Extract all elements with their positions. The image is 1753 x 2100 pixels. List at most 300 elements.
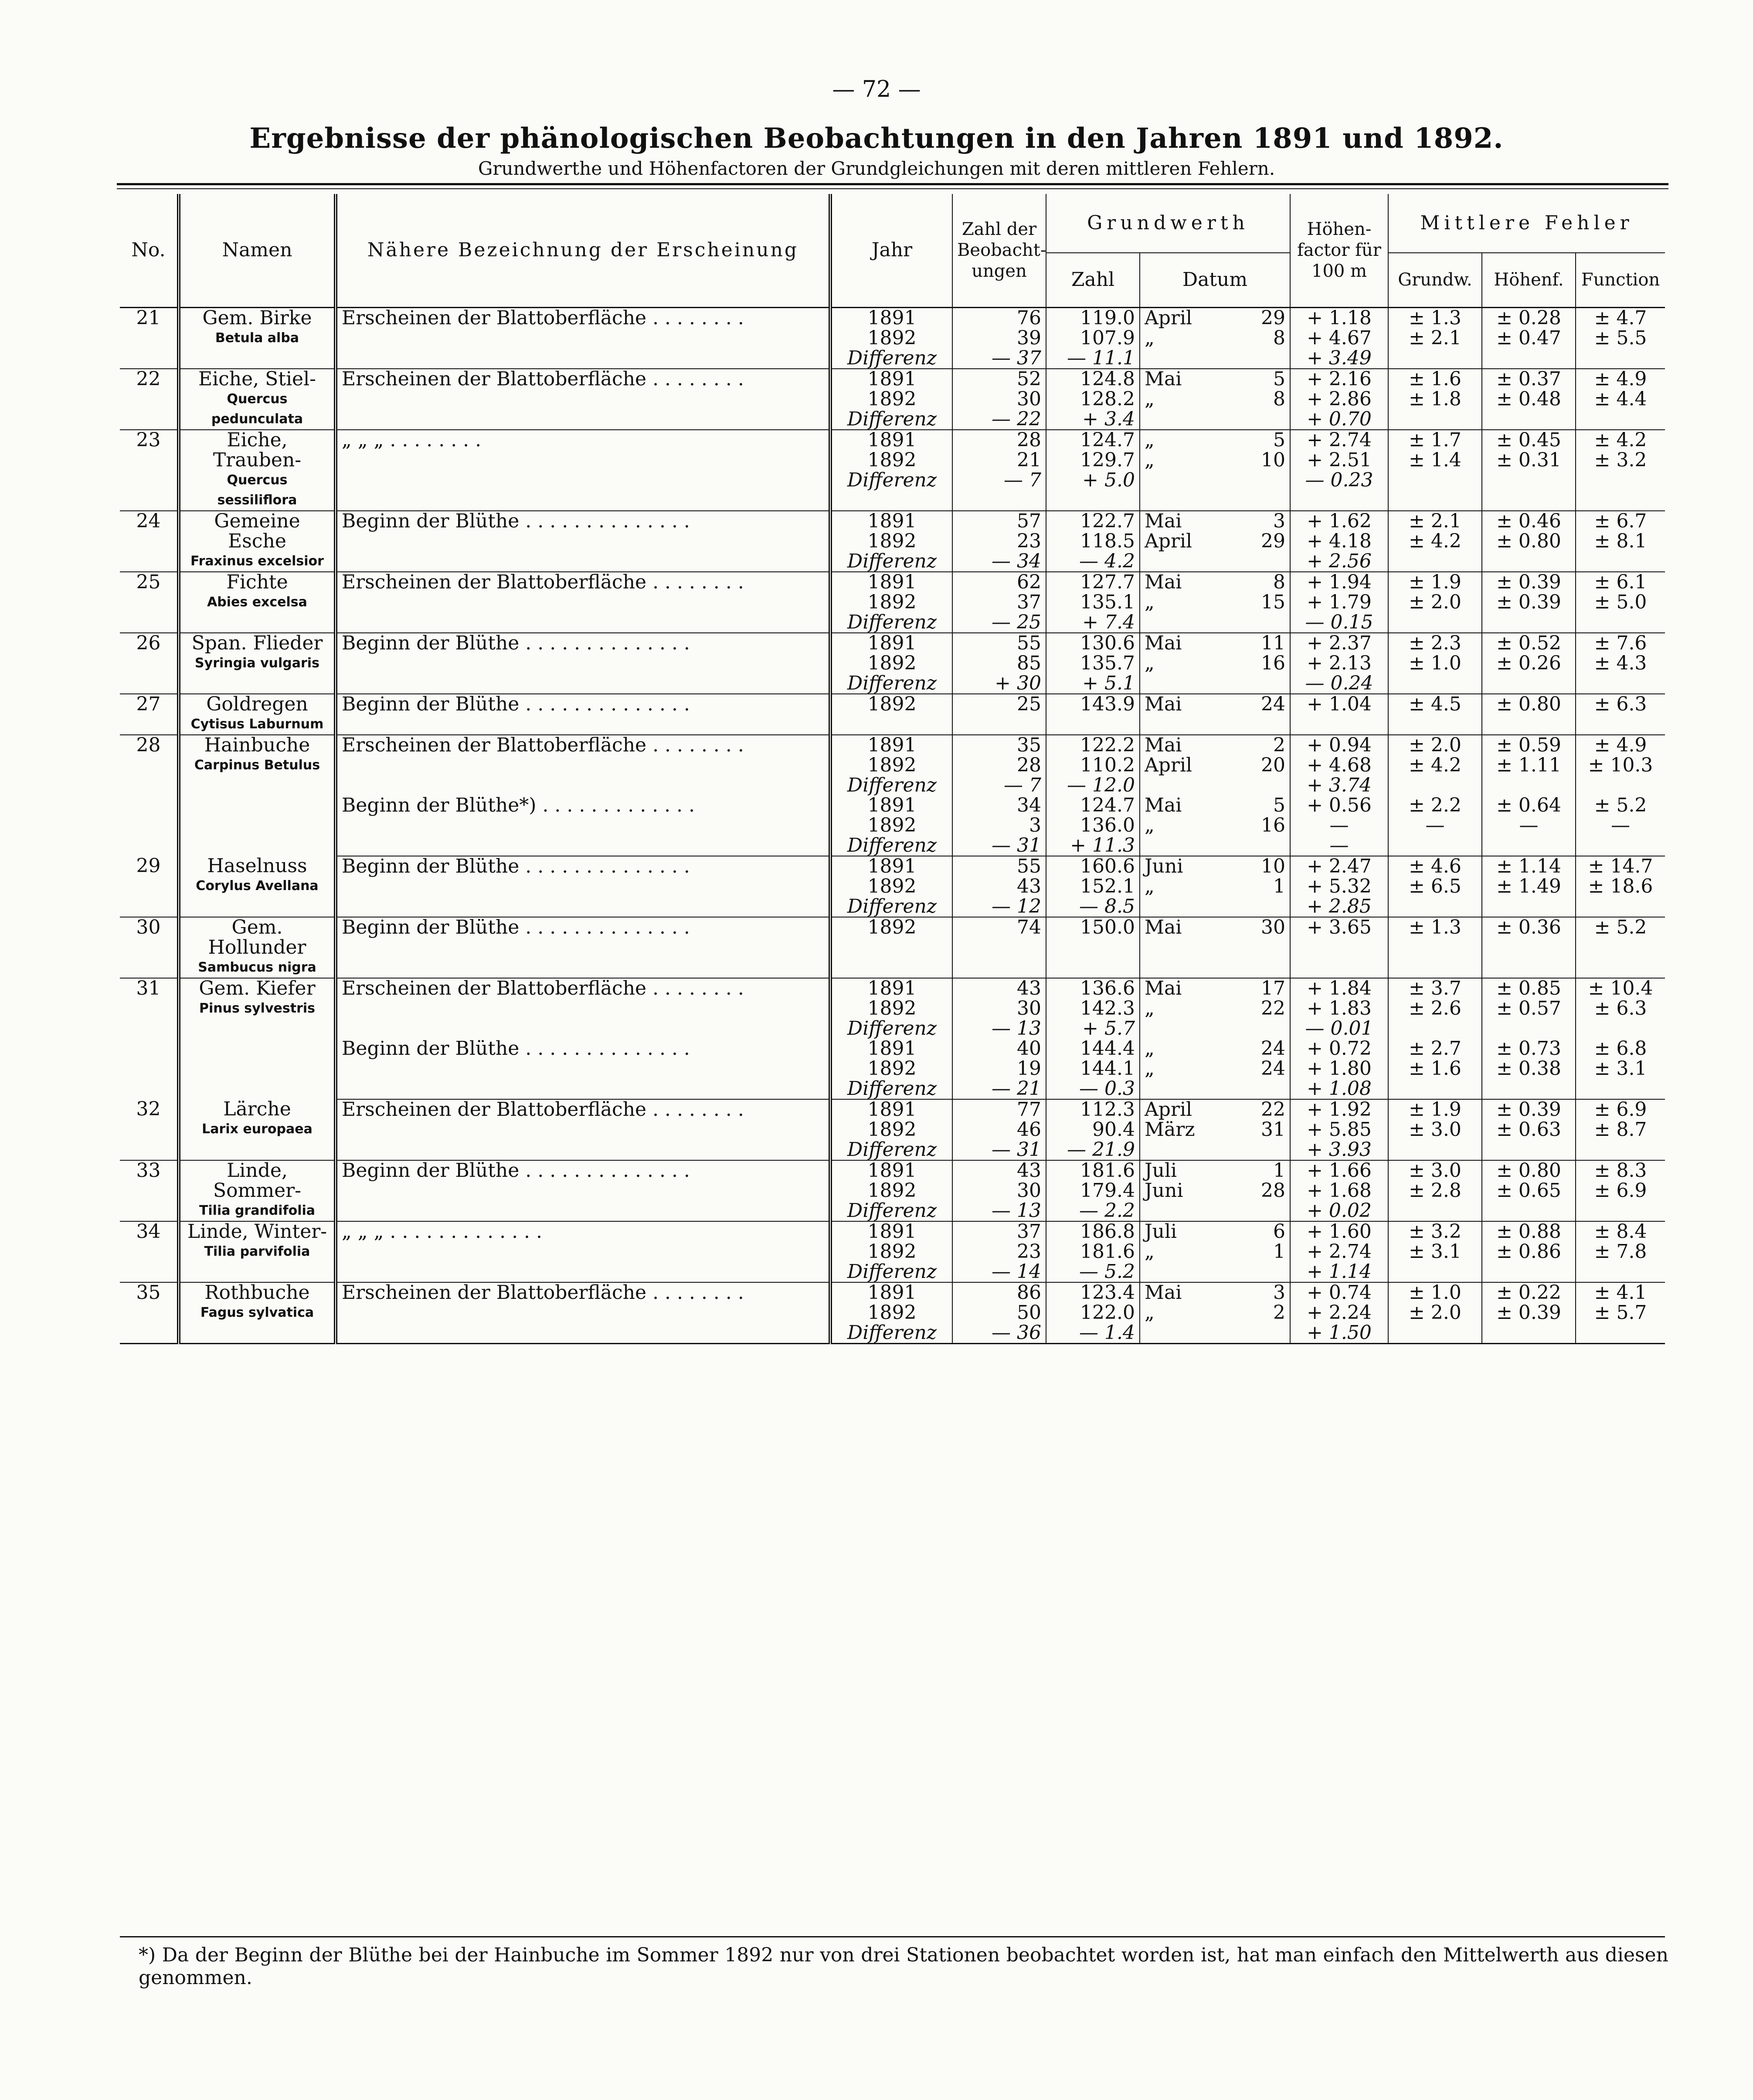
error-hoehenf: ± 0.39 <box>1496 591 1561 613</box>
species-common-name: Eiche, Stiel- <box>198 367 316 390</box>
error-function: ± 14.7 <box>1588 855 1653 877</box>
entry-number: 34 <box>120 1221 179 1282</box>
date-day: 2 <box>1273 1301 1285 1324</box>
date-line <box>1145 1100 1285 1120</box>
table-row <box>120 1282 1665 1344</box>
error-grundw: ± 1.9 <box>1409 571 1461 593</box>
date-cell <box>1140 978 1290 1039</box>
height-factor: + 1.04 <box>1307 693 1372 715</box>
height-factor: + 2.24 <box>1307 1301 1372 1324</box>
date-day: 31 <box>1261 1118 1285 1141</box>
error-hoehenf: ± 0.65 <box>1496 1179 1561 1202</box>
date-line <box>1145 694 1285 714</box>
error-function: ± 6.7 <box>1594 510 1647 532</box>
observation-count: 23 <box>1017 1240 1041 1263</box>
error-hoehenf: ± 0.52 <box>1496 632 1561 654</box>
error-grundw-cell <box>1388 795 1482 856</box>
height-factor: + 2.56 <box>1307 550 1372 572</box>
species-name <box>179 430 336 511</box>
base-value-cell <box>1046 1160 1140 1221</box>
base-value: 122.0 <box>1080 1301 1135 1324</box>
error-function-cell <box>1576 1221 1665 1282</box>
height-factor: + 1.94 <box>1307 571 1372 593</box>
entry-number: 22 <box>120 369 179 430</box>
error-hoehenf: ± 1.11 <box>1496 754 1561 776</box>
species-name <box>179 856 336 917</box>
date-line <box>1145 633 1285 653</box>
base-value: — 0.3 <box>1079 1077 1135 1100</box>
species-common-name: Gemeine Esche <box>214 510 300 552</box>
observation-count: 52 <box>1017 367 1041 390</box>
height-factor: + 2.85 <box>1307 895 1372 917</box>
error-hoehenf: ± 0.22 <box>1496 1281 1561 1304</box>
base-value-cell <box>1046 694 1140 735</box>
year-value: 1892 <box>867 449 917 471</box>
table-row <box>120 1099 1665 1160</box>
year-value: 1891 <box>867 1037 917 1060</box>
observation-count-cell <box>952 633 1046 694</box>
year-value: 1891 <box>867 977 917 999</box>
date-day: 20 <box>1261 754 1285 776</box>
height-factor: + 1.80 <box>1307 1057 1372 1080</box>
base-value: 112.3 <box>1080 1098 1135 1121</box>
height-factor-cell <box>1290 1221 1388 1282</box>
event-description: Beginn der Blüthe . . . . . . . . . . . . . . <box>336 633 830 694</box>
date-month: Mai <box>1145 693 1182 715</box>
height-factor: + 4.18 <box>1307 530 1372 552</box>
year-value: Differenz <box>847 469 937 491</box>
error-function: ± 10.3 <box>1588 754 1653 776</box>
base-value: 123.4 <box>1080 1281 1135 1304</box>
year-cell <box>830 1160 952 1221</box>
date-month: „ <box>1145 814 1155 836</box>
observation-count: 43 <box>1017 875 1041 897</box>
error-grundw: ± 1.7 <box>1409 428 1461 451</box>
date-day: 22 <box>1261 1098 1285 1121</box>
year-cell <box>830 735 952 795</box>
height-factor: + 2.51 <box>1307 449 1372 471</box>
date-day: 5 <box>1273 794 1285 816</box>
height-factor-cell <box>1290 1282 1388 1344</box>
error-hoehenf: — <box>1519 814 1539 836</box>
base-value: 129.7 <box>1080 449 1135 471</box>
table-body <box>120 307 1665 1343</box>
date-day: 29 <box>1261 306 1285 329</box>
observation-count: 19 <box>1017 1057 1041 1080</box>
table-row <box>120 735 1665 795</box>
observation-count-cell <box>952 1039 1046 1099</box>
error-hoehenf: ± 0.37 <box>1496 367 1561 390</box>
date-line <box>1145 369 1285 389</box>
date-line <box>1145 877 1285 897</box>
base-value-cell <box>1046 1039 1140 1099</box>
year-value: 1892 <box>867 1301 917 1324</box>
date-day: 29 <box>1261 530 1285 552</box>
observation-count-cell <box>952 978 1046 1039</box>
date-line <box>1145 328 1285 348</box>
date-month: April <box>1145 306 1192 329</box>
error-grundw-cell <box>1388 307 1482 369</box>
error-hoehenf: ± 0.80 <box>1496 693 1561 715</box>
table-row <box>120 1039 1665 1099</box>
observation-count: 86 <box>1017 1281 1041 1304</box>
base-value-cell <box>1046 369 1140 430</box>
date-line <box>1145 795 1285 816</box>
date-month: Juli <box>1145 1159 1177 1182</box>
year-cell <box>830 1099 952 1160</box>
height-factor: + 1.92 <box>1307 1098 1372 1121</box>
species-common-name: Haselnuss <box>207 854 307 877</box>
height-factor-cell <box>1290 633 1388 694</box>
error-grundw-cell <box>1388 694 1482 735</box>
base-value: + 5.7 <box>1082 1017 1135 1040</box>
error-grundw: ± 3.0 <box>1409 1159 1461 1182</box>
event-description: Beginn der Blüthe . . . . . . . . . . . . . . <box>336 1160 830 1221</box>
date-month: April <box>1145 530 1192 552</box>
error-hoehenf: ± 1.14 <box>1496 855 1561 877</box>
date-month: „ <box>1145 1240 1155 1263</box>
error-grundw: ± 1.3 <box>1409 306 1461 329</box>
base-value-cell <box>1046 917 1140 978</box>
entry-number: 30 <box>120 917 179 978</box>
species-common-name: Rothbuche <box>204 1281 310 1304</box>
error-hoehenf: ± 0.80 <box>1496 530 1561 552</box>
height-factor-cell <box>1290 430 1388 511</box>
base-value: 128.2 <box>1080 387 1135 410</box>
error-hoehenf: ± 0.46 <box>1496 510 1561 532</box>
height-factor: + 1.50 <box>1307 1321 1372 1344</box>
date-day: 8 <box>1273 326 1285 349</box>
error-hoehenf-cell <box>1482 511 1576 572</box>
header-zahl-beob: Zahl der Beobacht-ungen <box>952 194 1046 307</box>
base-value: + 5.0 <box>1082 469 1135 491</box>
height-factor: + 1.62 <box>1307 510 1372 532</box>
entry-number: 33 <box>120 1160 179 1221</box>
base-value: + 3.4 <box>1082 408 1135 430</box>
error-function: ± 3.1 <box>1594 1057 1647 1080</box>
base-value: 136.6 <box>1080 977 1135 999</box>
species-common-name: Eiche, Trauben- <box>213 428 302 471</box>
error-function: ± 4.7 <box>1594 306 1647 329</box>
error-grundw-cell <box>1388 856 1482 917</box>
error-hoehenf-cell <box>1482 735 1576 795</box>
year-value: 1892 <box>867 591 917 613</box>
event-description: Erscheinen der Blattoberfläche . . . . . . . . <box>336 1099 830 1160</box>
date-line <box>1145 572 1285 592</box>
error-function-cell <box>1576 369 1665 430</box>
error-grundw: ± 4.5 <box>1409 693 1461 715</box>
height-factor: + 2.47 <box>1307 855 1372 877</box>
year-value: 1892 <box>867 916 917 938</box>
date-line <box>1145 979 1285 999</box>
observation-count: — 7 <box>1004 469 1041 491</box>
error-grundw: ± 2.1 <box>1409 326 1461 349</box>
base-value: 124.7 <box>1080 794 1135 816</box>
header-function: Function <box>1576 253 1665 307</box>
error-grundw: ± 1.0 <box>1409 652 1461 674</box>
error-hoehenf-cell <box>1482 978 1576 1039</box>
date-line <box>1145 1039 1285 1059</box>
observation-count-cell <box>952 795 1046 856</box>
height-factor: + 1.84 <box>1307 977 1372 999</box>
observation-count: — 21 <box>992 1077 1041 1100</box>
height-factor: + 5.85 <box>1307 1118 1372 1141</box>
base-value-cell <box>1046 1282 1140 1344</box>
height-factor: + 3.74 <box>1307 774 1372 796</box>
species-latin-name: Fagus sylvatica <box>200 1305 314 1320</box>
species-common-name: Gem. Hollunder <box>208 916 306 958</box>
error-function: ± 18.6 <box>1588 875 1653 897</box>
error-function-cell <box>1576 735 1665 795</box>
error-hoehenf: ± 0.39 <box>1496 1098 1561 1121</box>
table-row <box>120 572 1665 633</box>
base-value: 186.8 <box>1080 1220 1135 1243</box>
footnote: *) Da der Beginn der Blüthe bei der Hainbuche im Sommer 1892 nur von drei Stationen beobachtet worden ist, hat man einfach den Mittelwerth aus diesen genommen. <box>139 1944 1668 1989</box>
year-cell <box>830 369 952 430</box>
date-day: 28 <box>1261 1179 1285 1202</box>
date-cell <box>1140 735 1290 795</box>
observation-count: — 34 <box>992 550 1041 572</box>
error-hoehenf: ± 0.80 <box>1496 1159 1561 1182</box>
height-factor: + 1.60 <box>1307 1220 1372 1243</box>
base-value-cell <box>1046 307 1140 369</box>
date-month: April <box>1145 1098 1192 1121</box>
date-month: „ <box>1145 591 1155 613</box>
year-value: 1892 <box>867 652 917 674</box>
error-function: ± 4.2 <box>1594 428 1647 451</box>
year-value: Differenz <box>847 1138 937 1161</box>
observation-count: — 13 <box>992 1017 1041 1040</box>
base-value: 144.4 <box>1080 1037 1135 1060</box>
observation-count-cell <box>952 1099 1046 1160</box>
error-grundw: ± 3.0 <box>1409 1118 1461 1141</box>
height-factor-cell <box>1290 1099 1388 1160</box>
observation-count: 43 <box>1017 977 1041 999</box>
year-cell <box>830 1282 952 1344</box>
height-factor-cell <box>1290 1039 1388 1099</box>
date-month: „ <box>1145 1301 1155 1324</box>
observation-count: 85 <box>1017 652 1041 674</box>
species-latin-name: Quercus pedunculata <box>211 391 303 427</box>
error-function: ± 5.5 <box>1594 326 1647 349</box>
height-factor-cell <box>1290 978 1388 1039</box>
event-description: Erscheinen der Blattoberfläche . . . . . . . . <box>336 1282 830 1344</box>
year-value: 1892 <box>867 693 917 715</box>
observation-count-cell <box>952 917 1046 978</box>
error-function-cell <box>1576 1160 1665 1221</box>
base-value: 150.0 <box>1080 916 1135 938</box>
height-factor: + 1.68 <box>1307 1179 1372 1202</box>
error-hoehenf-cell <box>1482 633 1576 694</box>
date-month: Juni <box>1145 1179 1183 1202</box>
height-factor-cell <box>1290 572 1388 633</box>
year-value: 1891 <box>867 734 917 756</box>
date-month: Mai <box>1145 632 1182 654</box>
observation-count: 55 <box>1017 855 1041 877</box>
species-latin-name: Betula alba <box>215 330 299 346</box>
height-factor-cell <box>1290 795 1388 856</box>
date-line <box>1145 816 1285 836</box>
date-day: 3 <box>1273 510 1285 532</box>
year-value: Differenz <box>847 895 937 917</box>
species-name <box>179 735 336 856</box>
event-description: Erscheinen der Blattoberfläche . . . . . . . . <box>336 369 830 430</box>
date-day: 16 <box>1261 814 1285 836</box>
species-latin-name: Quercus sessiliflora <box>217 472 297 508</box>
species-name <box>179 1160 336 1221</box>
species-name <box>179 307 336 369</box>
year-value: 1892 <box>867 387 917 410</box>
date-month: März <box>1145 1118 1195 1141</box>
base-value: 135.7 <box>1080 652 1135 674</box>
error-function: ± 8.7 <box>1594 1118 1647 1141</box>
year-value: Differenz <box>847 774 937 796</box>
base-value-cell <box>1046 572 1140 633</box>
year-value: 1891 <box>867 794 917 816</box>
year-value: 1891 <box>867 1281 917 1304</box>
height-factor: + 0.72 <box>1307 1037 1372 1060</box>
species-name <box>179 572 336 633</box>
error-hoehenf-cell <box>1482 795 1576 856</box>
error-hoehenf-cell <box>1482 307 1576 369</box>
base-value: + 7.4 <box>1082 611 1135 633</box>
date-day: 5 <box>1273 367 1285 390</box>
date-line <box>1145 735 1285 755</box>
date-cell <box>1140 1282 1290 1344</box>
base-value: 127.7 <box>1080 571 1135 593</box>
error-function: ± 10.4 <box>1588 977 1653 999</box>
error-grundw: ± 1.0 <box>1409 1281 1461 1304</box>
base-value-cell <box>1046 856 1140 917</box>
date-line <box>1145 1120 1285 1140</box>
observation-count: 28 <box>1017 754 1041 776</box>
header-bezeichnung: Nähere Bezeichnung der Erscheinung <box>336 194 830 307</box>
year-value: 1892 <box>867 875 917 897</box>
height-factor: + 1.18 <box>1307 306 1372 329</box>
observation-count: 30 <box>1017 387 1041 410</box>
event-description: Beginn der Blüthe*) . . . . . . . . . . . . . <box>336 795 830 856</box>
observation-count: — 31 <box>992 1138 1041 1161</box>
base-value: 124.8 <box>1080 367 1135 390</box>
entry-number: 25 <box>120 572 179 633</box>
year-value: 1891 <box>867 1220 917 1243</box>
height-factor: — 0.23 <box>1305 469 1373 491</box>
date-day: 1 <box>1273 1159 1285 1182</box>
error-hoehenf: ± 0.59 <box>1496 734 1561 756</box>
date-cell <box>1140 1039 1290 1099</box>
year-value: Differenz <box>847 834 937 856</box>
height-factor: + 5.32 <box>1307 875 1372 897</box>
date-cell <box>1140 511 1290 572</box>
observation-count-cell <box>952 735 1046 795</box>
height-factor: + 0.94 <box>1307 734 1372 756</box>
date-day: 16 <box>1261 652 1285 674</box>
observation-count: 39 <box>1017 326 1041 349</box>
error-grundw: ± 2.1 <box>1409 510 1461 532</box>
height-factor: + 3.65 <box>1307 916 1372 938</box>
observation-count-cell <box>952 307 1046 369</box>
entry-number: 29 <box>120 856 179 917</box>
observation-count-cell <box>952 572 1046 633</box>
error-hoehenf: ± 0.36 <box>1496 916 1561 938</box>
header-hoehenfactor: Höhen-factor für 100 m <box>1290 194 1388 307</box>
date-month: Mai <box>1145 794 1182 816</box>
error-hoehenf: ± 0.39 <box>1496 1301 1561 1324</box>
year-value: 1892 <box>867 997 917 1019</box>
date-month: Mai <box>1145 977 1182 999</box>
header-jahr: Jahr <box>830 194 952 307</box>
error-grundw-cell <box>1388 572 1482 633</box>
species-latin-name: Corylus Avellana <box>196 878 319 894</box>
error-hoehenf-cell <box>1482 1099 1576 1160</box>
base-value-cell <box>1046 795 1140 856</box>
entry-number: 23 <box>120 430 179 511</box>
date-cell <box>1140 572 1290 633</box>
error-function: ± 6.9 <box>1594 1098 1647 1121</box>
table-row <box>120 1221 1665 1282</box>
year-value: 1891 <box>867 1159 917 1182</box>
species-common-name: Span. Flieder <box>191 632 323 654</box>
base-value-cell <box>1046 1099 1140 1160</box>
error-function: ± 4.9 <box>1594 367 1647 390</box>
error-function: ± 5.7 <box>1594 1301 1647 1324</box>
observation-count: 43 <box>1017 1159 1041 1182</box>
error-grundw: ± 4.6 <box>1409 855 1461 877</box>
year-value: 1891 <box>867 367 917 390</box>
date-month: „ <box>1145 428 1155 451</box>
observation-count: — 31 <box>992 834 1041 856</box>
date-month: „ <box>1145 1037 1155 1060</box>
error-grundw-cell <box>1388 735 1482 795</box>
error-grundw: ± 2.0 <box>1409 591 1461 613</box>
base-value-cell <box>1046 735 1140 795</box>
base-value: 118.5 <box>1080 530 1135 552</box>
year-value: Differenz <box>847 550 937 572</box>
observation-count: 46 <box>1017 1118 1041 1141</box>
error-grundw: ± 1.9 <box>1409 1098 1461 1121</box>
year-value: 1892 <box>867 326 917 349</box>
species-name <box>179 694 336 735</box>
event-description: Erscheinen der Blattoberfläche . . . . . . . . <box>336 307 830 369</box>
year-cell <box>830 511 952 572</box>
date-month: „ <box>1145 449 1155 471</box>
observation-count: 28 <box>1017 428 1041 451</box>
date-day: 30 <box>1261 916 1285 938</box>
height-factor: — 0.24 <box>1305 672 1373 694</box>
observation-count: — 12 <box>992 895 1041 917</box>
species-common-name: Linde, Sommer- <box>213 1159 302 1202</box>
species-common-name: Goldregen <box>206 693 308 715</box>
year-cell <box>830 430 952 511</box>
entry-number: 28 <box>136 734 161 756</box>
height-factor-cell <box>1290 369 1388 430</box>
height-factor-cell <box>1290 856 1388 917</box>
base-value: 181.6 <box>1080 1240 1135 1263</box>
year-value: 1892 <box>867 1118 917 1141</box>
observation-count: 3 <box>1029 814 1041 836</box>
base-value: + 5.1 <box>1082 672 1135 694</box>
footnote-rule <box>120 1936 1665 1937</box>
date-line <box>1145 1242 1285 1262</box>
base-value: 144.1 <box>1080 1057 1135 1080</box>
error-hoehenf: ± 0.86 <box>1496 1240 1561 1263</box>
height-factor: + 1.79 <box>1307 591 1372 613</box>
error-hoehenf-cell <box>1482 1282 1576 1344</box>
event-description: Beginn der Blüthe . . . . . . . . . . . . . . <box>336 511 830 572</box>
base-value-cell <box>1046 978 1140 1039</box>
base-value: — 8.5 <box>1079 895 1135 917</box>
observation-count: — 7 <box>1004 774 1041 796</box>
